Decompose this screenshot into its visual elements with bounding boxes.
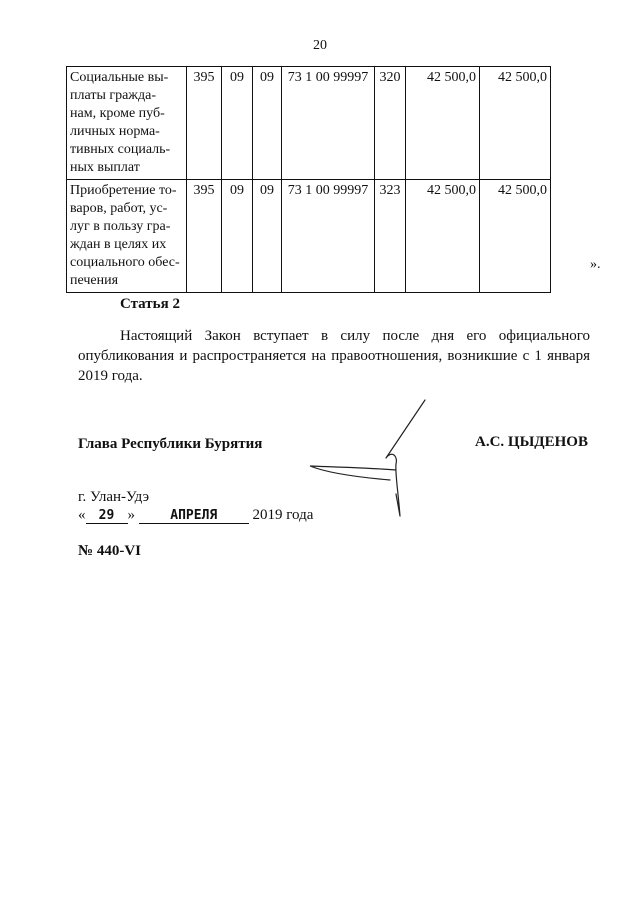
name-line: ждан в целях их: [70, 237, 167, 252]
name-line: ных выплат: [70, 160, 140, 175]
signatory-title: Глава Республики Бурятия: [78, 436, 263, 452]
amount-cell: 42 500,0: [480, 180, 551, 293]
page-number: 20: [313, 38, 327, 53]
name-line: печения: [70, 273, 119, 288]
target-cell: 73 1 00 99997: [282, 180, 375, 293]
name-line: тивных социаль-: [70, 142, 171, 157]
date-close-quote: »: [127, 507, 135, 523]
name-line: платы гражда-: [70, 88, 156, 103]
date-year: 2019 года: [252, 507, 314, 523]
date-open-quote: «: [78, 507, 86, 523]
budget-table: [66, 66, 551, 293]
target-cell: 73 1 00 99997: [282, 67, 375, 180]
name-line: социального обес-: [70, 255, 180, 270]
subsection-cell: 09: [253, 180, 282, 293]
code-cell: 395: [187, 180, 222, 293]
amount-cell: 42 500,0: [480, 67, 551, 180]
section-cell: 09: [222, 180, 253, 293]
expense-type-cell: 320: [375, 67, 406, 180]
signing-date: [78, 507, 313, 524]
handwritten-signature: [300, 398, 440, 523]
expense-name-cell: [67, 180, 187, 293]
signatory-name: А.С. ЦЫДЕНОВ: [475, 434, 588, 450]
article-title: Статья 2: [120, 296, 180, 312]
amount-cell: 42 500,0: [406, 67, 480, 180]
subsection-cell: 09: [253, 67, 282, 180]
date-month: АПРЕЛЯ: [139, 508, 249, 524]
code-cell: 395: [187, 67, 222, 180]
table-row: [67, 180, 551, 293]
closing-quote: ».: [590, 257, 601, 272]
law-number: № 440-VI: [78, 543, 141, 559]
expense-type-cell: 323: [375, 180, 406, 293]
expense-name-cell: [67, 67, 187, 180]
section-cell: 09: [222, 67, 253, 180]
article-text: Настоящий Закон вступает в силу после дня его официального опубликования и распространяется на правоотношения, возникшие с 1 января 2019 года.: [78, 328, 590, 384]
table-row: [67, 67, 551, 180]
name-line: варов, работ, ус-: [70, 201, 168, 216]
amount-cell: 42 500,0: [406, 180, 480, 293]
date-day: 29: [86, 508, 128, 524]
name-line: луг в пользу гра-: [70, 219, 171, 234]
city: г. Улан-Удэ: [78, 489, 150, 505]
name-line: Социальные вы-: [70, 70, 169, 85]
name-line: Приобретение то-: [70, 183, 177, 198]
name-line: личных норма-: [70, 124, 160, 139]
name-line: нам, кроме пуб-: [70, 106, 165, 121]
